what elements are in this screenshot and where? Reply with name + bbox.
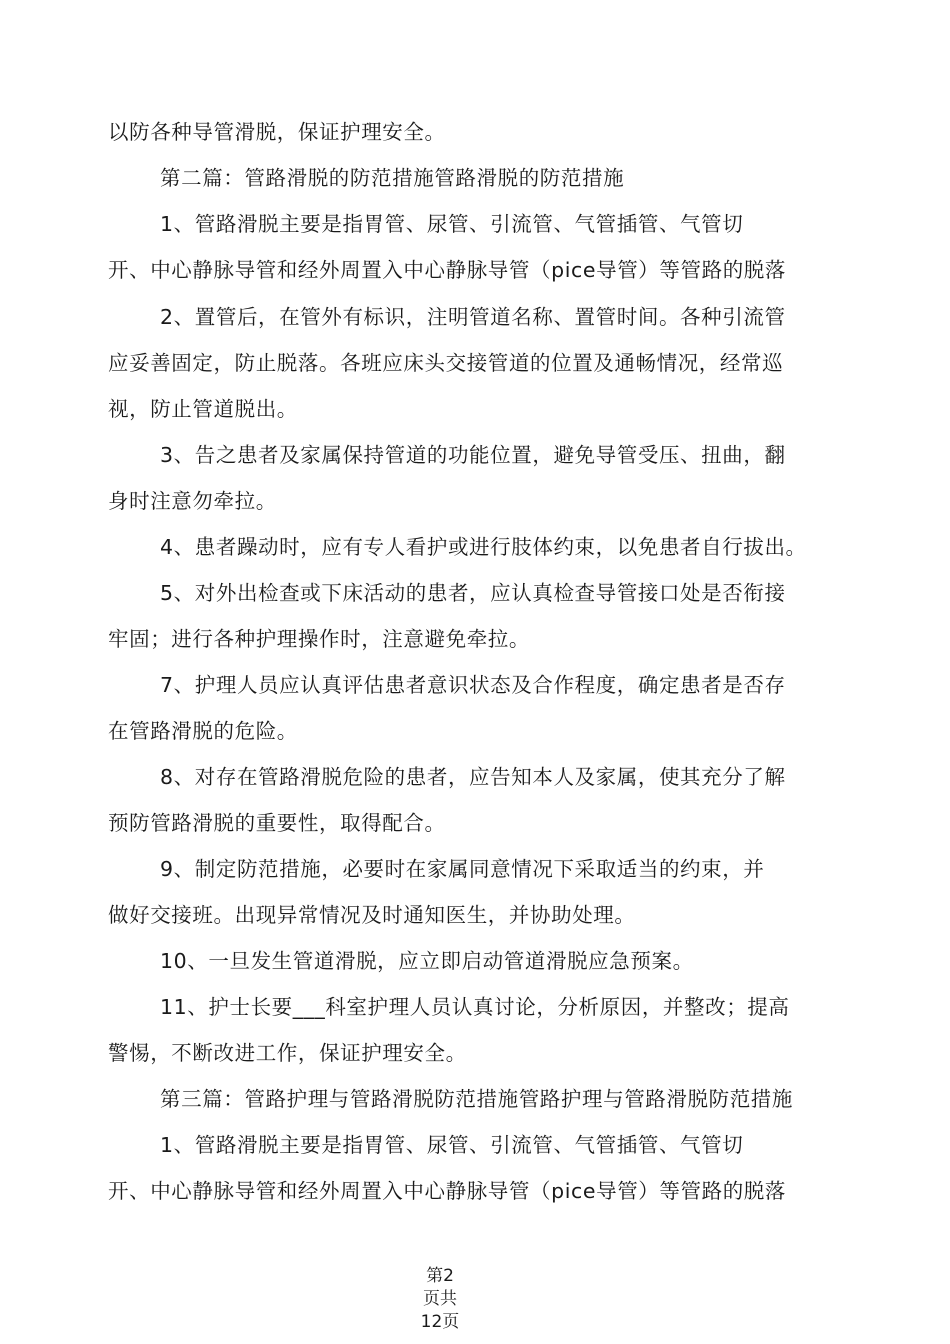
text-line: 11、护士长要___科室护理人员认真讨论，分析原因，并整改；提高 bbox=[160, 995, 790, 1019]
text-line: 8、对存在管路滑脱危险的患者，应告知本人及家属，使其充分了解 bbox=[160, 765, 786, 789]
page-number-line: 12页 bbox=[420, 1312, 460, 1332]
text-line: 牢固；进行各种护理操作时，注意避免牵拉。 bbox=[108, 627, 530, 651]
text-line: 警惕，不断改进工作，保证护理安全。 bbox=[108, 1041, 467, 1065]
text-line: 1、管路滑脱主要是指胃管、尿管、引流管、气管插管、气管切 bbox=[160, 212, 744, 236]
text-line: 以防各种导管滑脱，保证护理安全。 bbox=[108, 120, 446, 144]
section-heading: 第三篇：管路护理与管路滑脱防范措施管路护理与管路滑脱防范措施 bbox=[160, 1087, 793, 1111]
page-number-line: 页共 bbox=[423, 1289, 457, 1309]
text-line: 5、对外出检查或下床活动的患者，应认真检查导管接口处是否衔接 bbox=[160, 581, 786, 605]
text-line: 应妥善固定，防止脱落。各班应床头交接管道的位置及通畅情况，经常巡 bbox=[108, 351, 784, 375]
text-line: 4、患者躁动时，应有专人看护或进行肢体约束，以免患者自行拔出。 bbox=[160, 535, 807, 559]
text-line: 10、一旦发生管道滑脱，应立即启动管道滑脱应急预案。 bbox=[160, 949, 694, 973]
text-line: 7、护理人员应认真评估患者意识状态及合作程度，确定患者是否存 bbox=[160, 673, 786, 697]
text-line: 在管路滑脱的危险。 bbox=[108, 719, 298, 743]
text-line: 预防管路滑脱的重要性，取得配合。 bbox=[108, 811, 446, 835]
text-line: 视，防止管道脱出。 bbox=[108, 397, 298, 421]
text-line: 身时注意勿牵拉。 bbox=[108, 489, 277, 513]
text-line: 2、置管后，在管外有标识，注明管道名称、置管时间。各种引流管 bbox=[160, 305, 786, 329]
text-line: 开、中心静脉导管和经外周置入中心静脉导管（pice导管）等管路的脱落 bbox=[108, 258, 786, 282]
text-line: 做好交接班。出现异常情况及时通知医生，并协助处理。 bbox=[108, 903, 636, 927]
text-line: 3、告之患者及家属保持管道的功能位置，避免导管受压、扭曲，翻 bbox=[160, 443, 786, 467]
text-line: 1、管路滑脱主要是指胃管、尿管、引流管、气管插管、气管切 bbox=[160, 1133, 744, 1157]
page-number-footer bbox=[400, 1265, 480, 1334]
page-number-line: 第2 bbox=[426, 1266, 454, 1286]
text-line: 9、制定防范措施，必要时在家属同意情况下采取适当的约束，并 bbox=[160, 857, 765, 881]
text-line: 开、中心静脉导管和经外周置入中心静脉导管（pice导管）等管路的脱落 bbox=[108, 1179, 786, 1203]
section-heading: 第二篇：管路滑脱的防范措施管路滑脱的防范措施 bbox=[160, 166, 625, 190]
